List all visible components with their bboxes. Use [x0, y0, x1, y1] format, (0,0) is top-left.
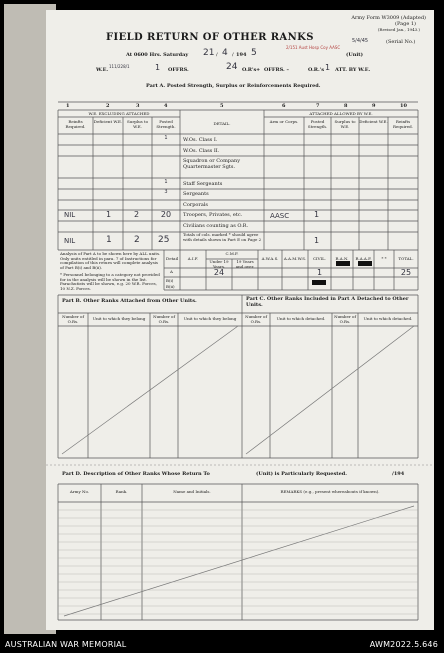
analysis-row-bi: B(i) — [166, 278, 174, 283]
analysis-note-2: * Personnel belonging to a category not provided for in the analysis will be shown in the list. Parachutists will be shown, e.g. 20 W.R. Forces, 10 N.Z. Forces. — [60, 272, 160, 291]
date-month: 4 — [222, 48, 228, 58]
row-wo1: W.Os. Class I. — [183, 137, 218, 143]
caption-accession: AWM2022.5.646 — [369, 640, 438, 649]
unit-value: 2/151 Aust Hosp Coy AASC — [286, 45, 341, 50]
row-pte: Troopers, Privates, etc. — [183, 212, 243, 218]
col-num-10: 10 — [400, 103, 407, 109]
unit-label: (Unit) — [346, 52, 363, 58]
serial-label: (Serial No.) — [386, 39, 416, 45]
hand-corps: AASC — [270, 212, 290, 220]
part-d-hdr-name: Name and Initials. — [173, 489, 211, 494]
ors2-value: 1 — [325, 63, 331, 72]
hdr-deficient-left: Deficient W.E. — [93, 119, 123, 124]
ors-label: O.R's — [242, 67, 257, 73]
hdr-under-19: Under 19 Years. — [209, 259, 229, 269]
part-c-hdr-unit-2: Unit to which detached. — [363, 316, 413, 321]
row-sgt: Sergeants — [183, 191, 209, 197]
col-num-4: 4 — [164, 103, 168, 109]
row-pte-posted: 20 — [160, 210, 172, 219]
offrs2-label: OFFRS. – — [264, 67, 290, 73]
hand-posted-total: 25 — [158, 235, 170, 245]
hdr-aif: A.I.F. — [187, 256, 199, 261]
col-num-9: 9 — [372, 103, 376, 109]
hdr-posted-right: Posted Strength. — [307, 119, 328, 129]
hdr-awas: A.W.A.S. — [261, 256, 279, 261]
analysis-civil-value: 1 — [316, 268, 323, 277]
part-b-title: Part B. Other Ranks Attached from Other Units. — [62, 298, 197, 304]
page-number: (Page 1) — [395, 20, 416, 27]
part-b-hdr-num-1: Number of O.Rs. — [62, 314, 84, 324]
at-time-line: At 0600 Hrs. Saturday — [126, 52, 189, 58]
hdr-raaf: R.A.A.F. — [355, 256, 372, 261]
hdr-posted-left: Posted Strength. — [156, 119, 176, 129]
date-day: 21 — [203, 48, 215, 58]
hdr-surplus-right: Surplus to W.E. — [334, 119, 356, 129]
col-num-3: 3 — [136, 103, 140, 109]
hdr-arm-corps: Arm or Corps. — [269, 119, 299, 124]
row-ssgt: Staff Sergeants — [183, 181, 223, 187]
part-d-hdr-remarks: REMARKS (e.g., present whereabouts if known). — [280, 489, 380, 494]
group-we-excluding: W.E. EXCLUDING ATTACHED — [88, 111, 150, 116]
part-a-title: Part A. Posted Strength, Surplus or Reinforcements Required. — [146, 83, 321, 89]
row-ssgt-posted: 1 — [164, 179, 168, 185]
hand-nil-1: NIL — [64, 211, 76, 219]
part-c-hdr-num-2: Number of O.Rs. — [334, 314, 356, 324]
part-c-title: Part C. Other Ranks Included in Part A Detached to Other Units. — [246, 296, 409, 308]
part-d-hdr-army-no: Army No. — [69, 489, 90, 494]
analysis-note: Analysis of Part A to be shown here by ALL units. Only units entitled in para. 7 of Instructions for compilation of this return will complete analysis of Part B(i) and B(ii). — [60, 251, 161, 270]
hand-att-total: 1 — [314, 236, 320, 245]
row-civ: Civilians counting as O.R. — [183, 223, 249, 229]
col-num-8: 8 — [344, 103, 348, 109]
hdr-cmf: C.M.F. — [225, 251, 239, 256]
we-label: W.E. — [96, 67, 109, 73]
form-revision: (Revised Jan., 1943.) — [377, 26, 420, 32]
row-cqms: Squadron or Company Quartermaster Sgts. — [183, 158, 241, 170]
caption-institution: AUSTRALIAN WAR MEMORIAL — [5, 640, 127, 649]
hand-deficient-total: 1 — [106, 235, 112, 245]
hand-att-posted: 1 — [314, 210, 320, 219]
hdr-civil: CIVIL. — [312, 256, 327, 261]
part-d-year: /194 — [392, 471, 405, 477]
part-c-hdr-num-1: Number of O.Rs. — [245, 314, 267, 324]
hand-deficient-1: 1 — [106, 210, 112, 219]
ors2-label: O.R.'s — [308, 67, 325, 73]
detail-header: DETAIL. — [213, 121, 231, 126]
hdr-reinfts-left: Reinfts Required. — [65, 119, 86, 129]
offrs-value: 1 — [155, 63, 161, 72]
part-c-hdr-unit-1: Unit to which detached. — [276, 316, 326, 321]
form-title: FIELD RETURN OF OTHER RANKS — [106, 32, 314, 43]
form-page: Army Form W3009 (Adapted) (Page 1) (Revised Jan., 1943.) 5/4/45 (Serial No.) FIELD RETURN OF OTHER RANKS At 0600 Hrs. Saturday 21 / 4 / 194 5 2/151 Aust Hosp Coy AASC (Unit) W.E. 111/228/1 1 OFFRS. 24 O.R's + OFFRS. – O.R.'s 1 ATT. BY W.E. Part A. Posted Strength, Surplus or Reinforcements Required. 1 2 3 4 5 6 7 8 9 10 W.E. EXCLUDING ATTACHED ATTACHED ALLOWED BY W.E. DETAIL. Reinfts Required. Deficient W.E. Surplus to W.E. Posted Strength. Arm or Corps. Posted Strength. Surplus to W.E. Deficient W.E. Reinfts Required. W.Os. Class I. 1 W.Os. Class II. Squadron or Company Quartermaster Sgts. Staff Sergeants 1 Sergeants 3 Corporals Troopers, Privates, etc. 20 Civilians counting as O.R. Totals of cols. marked * should agree with details shown in Part E on Page 2 NIL 1 2 NIL 1 2 25 AASC 1 1 Analysis of Part A to be shown here by ALL units. Only units entitled in para. 7 of Instructions for compilation of this return will complete analysis of Part B(i) and B(ii). * Personnel belonging to a category not provided for in the analysis will be shown in the list. Parachutists will be shown, e.g. 20 W.R. Forces, 10 N.Z. Forces. Detail A B(i) B(ii) A.I.F. C.M.F. Under 19 Years. 19 Years and over. A.W.A.S. A.A.M.W.S. CIVIL. R.A.N. R.A.A.F. * * TOTAL. 24 1 25 Part B. Other Ranks Attached from Other Units. Number of O.Rs. Unit to which they belong Number of O.Rs. Unit to which they belong Part C. Other Ranks Included in Part A Detached to Other Units. Number of O.Rs. Unit to which detached. Number of O.Rs. Unit to which detached. Part D. Description of Other Ranks Whose Return To (Unit) is Particularly Requested. /194 Army No. Rank. Name and Initials. REMARKS (e.g., present whereabouts if known). — [46, 10, 434, 630]
att-label: ATT. BY W.E. — [335, 67, 371, 73]
col-num-6: 6 — [282, 103, 286, 109]
offrs-label: OFFRS. — [168, 67, 189, 73]
hdr-ran: R.A.N. — [335, 256, 349, 261]
year-digit: 5 — [251, 48, 257, 58]
row-cpl: Corporals — [183, 202, 208, 208]
serial-value: 5/4/45 — [352, 38, 369, 44]
hdr-19-over: 19 Years and over. — [235, 259, 255, 269]
analysis-row-a: A — [170, 269, 173, 274]
part-d-title: Part D. Description of Other Ranks Whose Return To — [62, 471, 210, 477]
form-id: Army Form W3009 (Adapted) — [351, 15, 426, 21]
analysis-row-detail: Detail — [166, 256, 179, 261]
part-d-hdr-rank: Rank. — [115, 489, 128, 494]
hdr-total: TOTAL. — [398, 256, 414, 261]
row-wo2: W.Os. Class II. — [183, 148, 220, 154]
row-sgt-posted: 3 — [164, 189, 168, 195]
part-b-hdr-unit-2: Unit to which they belong — [183, 316, 237, 321]
part-b-hdr-num-2: Number of O.Rs. — [153, 314, 175, 324]
group-attached: ATTACHED ALLOWED BY W.E. — [309, 111, 373, 116]
col-num-7: 7 — [316, 103, 320, 109]
col-num-5: 5 — [220, 103, 224, 109]
part-b-hdr-unit-1: Unit to which they belong — [92, 316, 146, 321]
analysis-row-bii: B(ii) — [166, 284, 175, 289]
hdr-aamws: A.A.M.W.S. — [283, 256, 307, 261]
we-value: 111/228/1 — [109, 64, 130, 69]
part-d-title-mid: (Unit) is Particularly Requested. — [256, 471, 348, 477]
hdr-starstar: * * — [381, 256, 387, 261]
col-num-2: 2 — [106, 103, 110, 109]
hand-surplus-total: 2 — [134, 235, 140, 245]
analysis-total-value: 25 — [400, 268, 412, 277]
hdr-reinfts-right: Reinfts Required. — [393, 119, 413, 129]
hand-surplus-1: 2 — [134, 210, 140, 219]
year-prefix: 194 — [236, 52, 247, 58]
col-num-1: 1 — [66, 103, 70, 109]
row-wo1-posted: 1 — [164, 135, 168, 141]
hdr-deficient-right: Deficient W.E. — [359, 119, 388, 124]
row-totals: Totals of cols. marked * should agree with details shown in Part E on Page 2 — [183, 232, 262, 242]
hand-nil-2: NIL — [64, 237, 76, 245]
ors-value: 24 — [226, 62, 238, 72]
hdr-surplus-left: Surplus to W.E. — [127, 119, 148, 129]
analysis-aif-value: 24 — [213, 268, 225, 277]
